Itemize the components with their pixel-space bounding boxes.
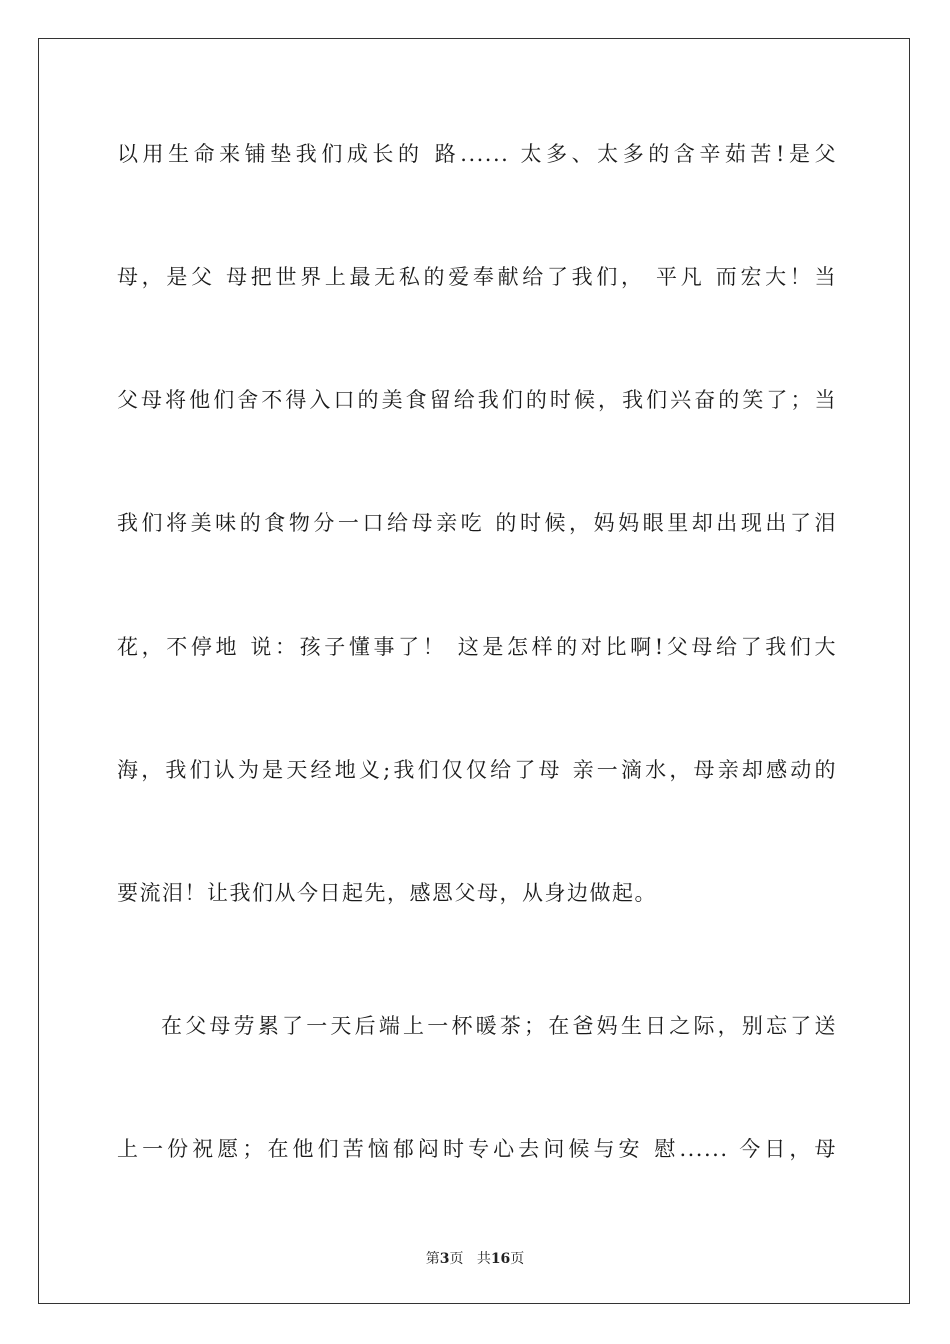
text-line-9: 上一份祝愿；在他们苦恼郁闷时专心去问候与安 慰...... 今日，母: [117, 1137, 837, 1161]
page-prefix: 第: [425, 1251, 440, 1267]
total-pages: 16: [490, 1251, 511, 1267]
total-prefix: 共: [476, 1251, 491, 1267]
text-line-4: 我们将美味的食物分一口给母亲吃 的时候，妈妈眼里却出现出了泪: [117, 511, 837, 535]
page-suffix: 页: [449, 1251, 464, 1267]
text-line-5: 花，不停地 说：孩子懂事了！ 这是怎样的对比啊!父母给了我们大: [117, 635, 837, 659]
text-line-3: 父母将他们舍不得入口的美食留给我们的时候，我们兴奋的笑了；当: [117, 388, 837, 412]
text-line-1: 以用生命来铺垫我们成长的 路...... 太多、太多的含辛茹苦!是父: [117, 142, 837, 166]
page-footer: [0, 1248, 950, 1268]
page-border: [38, 38, 910, 1304]
text-line-2: 母，是父 母把世界上最无私的爱奉献给了我们， 平凡 而宏大！当: [117, 265, 837, 289]
text-line-6: 海，我们认为是天经地义;我们仅仅给了母 亲一滴水，母亲却感动的: [117, 758, 837, 782]
total-suffix: 页: [510, 1251, 525, 1267]
text-line-8: 在父母劳累了一天后端上一杯暖茶；在爸妈生日之际，别忘了送: [161, 1014, 837, 1038]
text-line-7: 要流泪！让我们从今日起先，感恩父母，从身边做起。: [117, 881, 657, 905]
page-number: 3: [439, 1251, 450, 1267]
